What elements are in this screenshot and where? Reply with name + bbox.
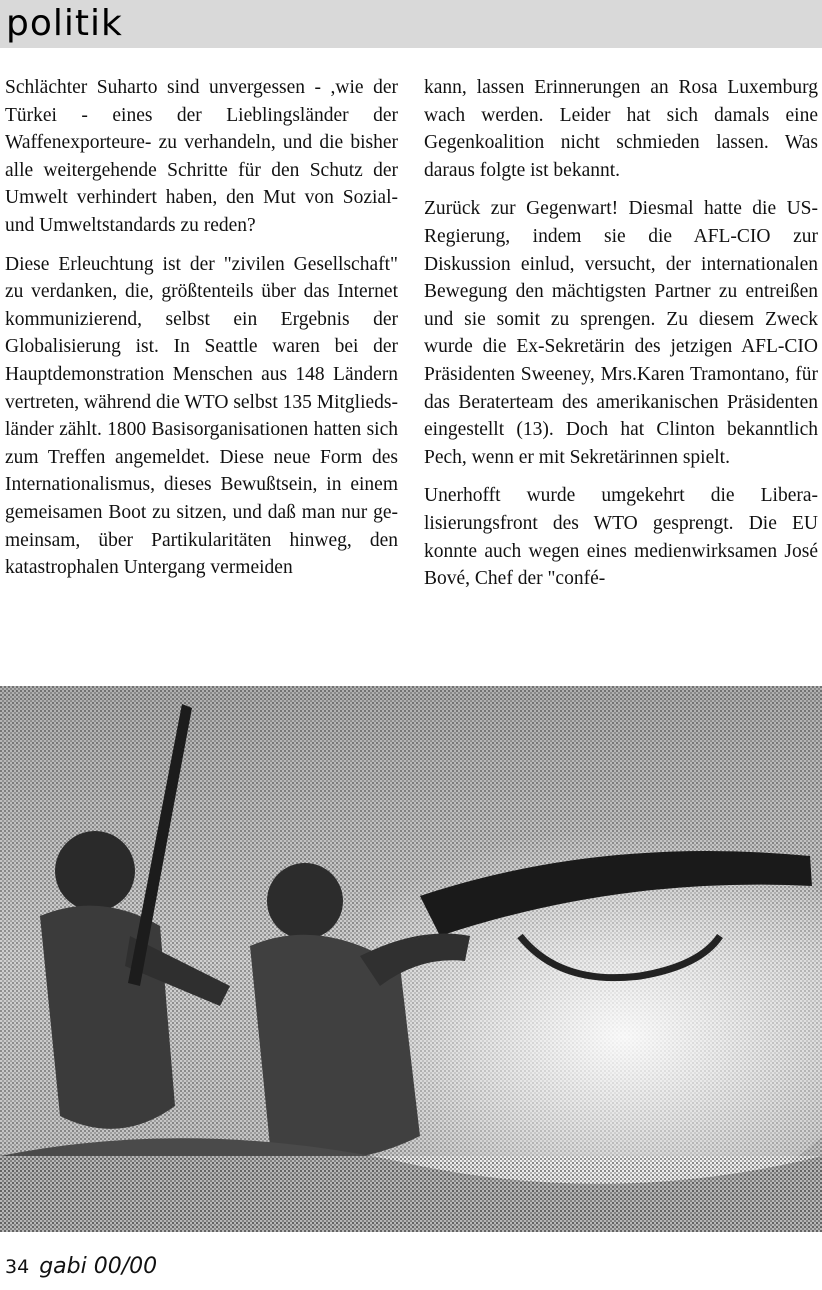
paragraph: Unerhofft wurde umgekehrt die Liberalisierungsfront des WTO gesprengt. Die EU konnte auch wegen eines medienwirksamen José Bové, Chef der "confé- (424, 485, 818, 590)
article-photo (0, 686, 822, 1232)
article-column-left (5, 74, 398, 593)
paragraph: kann, lassen Erinnerungen an Rosa Luxemburg wach werden. Leider hat sich damals eine Gegenkoalition nicht schmieden lassen. Was daraus folgte ist bekannt. (424, 77, 818, 181)
section-title: politik (6, 3, 123, 44)
page-number: 34 (5, 1256, 30, 1278)
magazine-issue: gabi 00/00 (39, 1254, 158, 1279)
section-header (0, 0, 822, 48)
paragraph: Zurück zur Gegenwart! Diesmal hatte die US-Regierung, indem sie die AFL-CIO zur Diskussion einlud, versucht, der internationalen Bewegung den mächtigsten Partner zu entreißen und sie somit zu sprengen. Zu diesem Zweck wurde die Ex-Sekretärin des jetzigen AFL-CIO Präsidenten Sweeney, Mrs.Karen Tramontano, für das Beraterteam des amerikanischen Präsidenten eingestellt (13). Doch hat Clinton bekanntlich Pech, wenn er mit Sekretärinnen spielt. (424, 198, 818, 468)
paragraph: Diese Erleuchtung ist der "zivilen Gesellschaft" zu verdanken, die, größtenteils über das Internet kommunizierend, selbst ein Ergebnis der Globalisierung ist. In Seattle waren bei der Hauptdemonstration Menschen aus 148 Ländern vertreten, während die WTO selbst 135 Mitgliedsländer zählt. 1800 Basisorganisationen hatten sich zum Treffen angemeldet. Diese neue Form des Internationalismus, dieses Bewußtsein, in einem gemeisamen Boot zu sitzen, und daß man nur gemeinsam, über Partikularitäten hinweg, den katastrophalen Untergang vermeiden (5, 253, 398, 579)
page-footer (5, 1254, 157, 1284)
article-column-right (424, 74, 818, 604)
paragraph: Schlächter Suharto sind unvergessen - ,wie der Türkei - eines der Lieblingsländer der Waffenexporteure- zu verhandeln, und die bisher alle weitergehende Schritte für den Schutz der Umwelt verhindert haben, den Mut von Sozial- und Umweltstandards zu reden? (5, 77, 398, 236)
